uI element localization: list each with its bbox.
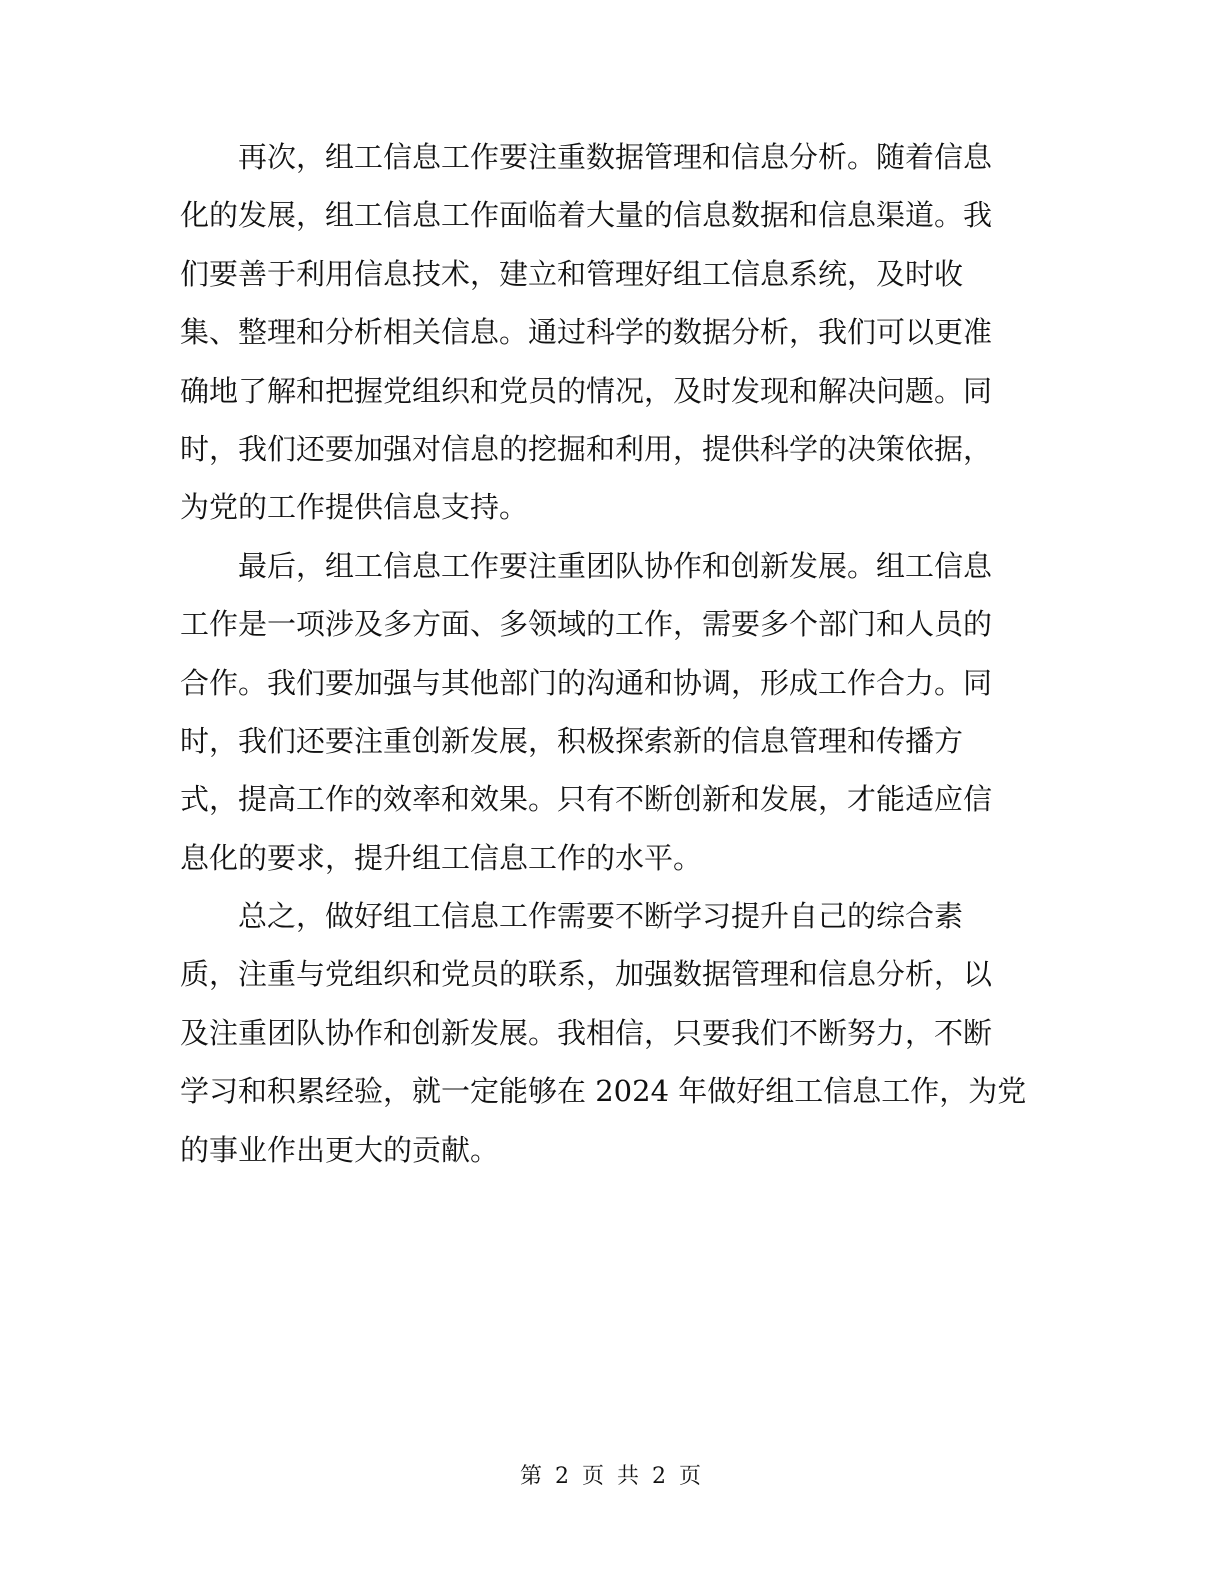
paragraph-2-line-4: 时，我们还要注重创新发展，积极探索新的信息管理和传播方 (180, 723, 964, 758)
paragraph-2-line-6: 息化的要求，提升组工信息工作的水平。 (180, 840, 703, 875)
page-number-footer: 第 2 页 共 2 页 (520, 1464, 704, 1489)
paragraph-2-line-3: 合作。我们要加强与其他部门的沟通和协调，形成工作合力。同 (180, 665, 993, 700)
paragraph-1-line-5: 确地了解和把握党组织和党员的情况，及时发现和解决问题。同 (180, 373, 993, 408)
paragraph-1-line-1: 再次，组工信息工作要注重数据管理和信息分析。随着信息 (238, 140, 993, 174)
paragraph-1-line-3: 们要善于利用信息技术，建立和管理好组工信息系统，及时收 (180, 256, 964, 291)
paragraph-1-line-6: 时，我们还要加强对信息的挖掘和利用，提供科学的决策依据， (180, 431, 993, 466)
paragraph-2-line-1: 最后，组工信息工作要注重团队协作和创新发展。组工信息 (238, 548, 993, 583)
document-body (180, 128, 1030, 1179)
paragraph-1-line-2: 化的发展，组工信息工作面临着大量的信息数据和信息渠道。我 (180, 198, 993, 233)
paragraph-1-line-4: 集、整理和分析相关信息。通过科学的数据分析，我们可以更准 (180, 315, 993, 350)
paragraph-2-line-5: 式，提高工作的效率和效果。只有不断创新和发展，才能适应信 (180, 782, 993, 817)
paragraph-3-line-1: 总之，做好组工信息工作需要不断学习提升自己的综合素 (238, 899, 964, 934)
paragraph-3-line-3: 及注重团队协作和创新发展。我相信，只要我们不断努力，不断 (180, 1015, 993, 1050)
paragraph-3-line-5: 的事业作出更大的贡献。 (180, 1132, 500, 1167)
paragraph-1-line-7: 为党的工作提供信息支持。 (180, 490, 529, 525)
paragraph-3-line-2: 质，注重与党组织和党员的联系，加强数据管理和信息分析，以 (180, 957, 993, 992)
paragraph-3-line-4: 学习和积累经验，就一定能够在 2024 年做好组工信息工作，为党 (180, 1074, 1027, 1109)
paragraph-2-line-2: 工作是一项涉及多方面、多领域的工作，需要多个部门和人员的 (180, 607, 993, 642)
